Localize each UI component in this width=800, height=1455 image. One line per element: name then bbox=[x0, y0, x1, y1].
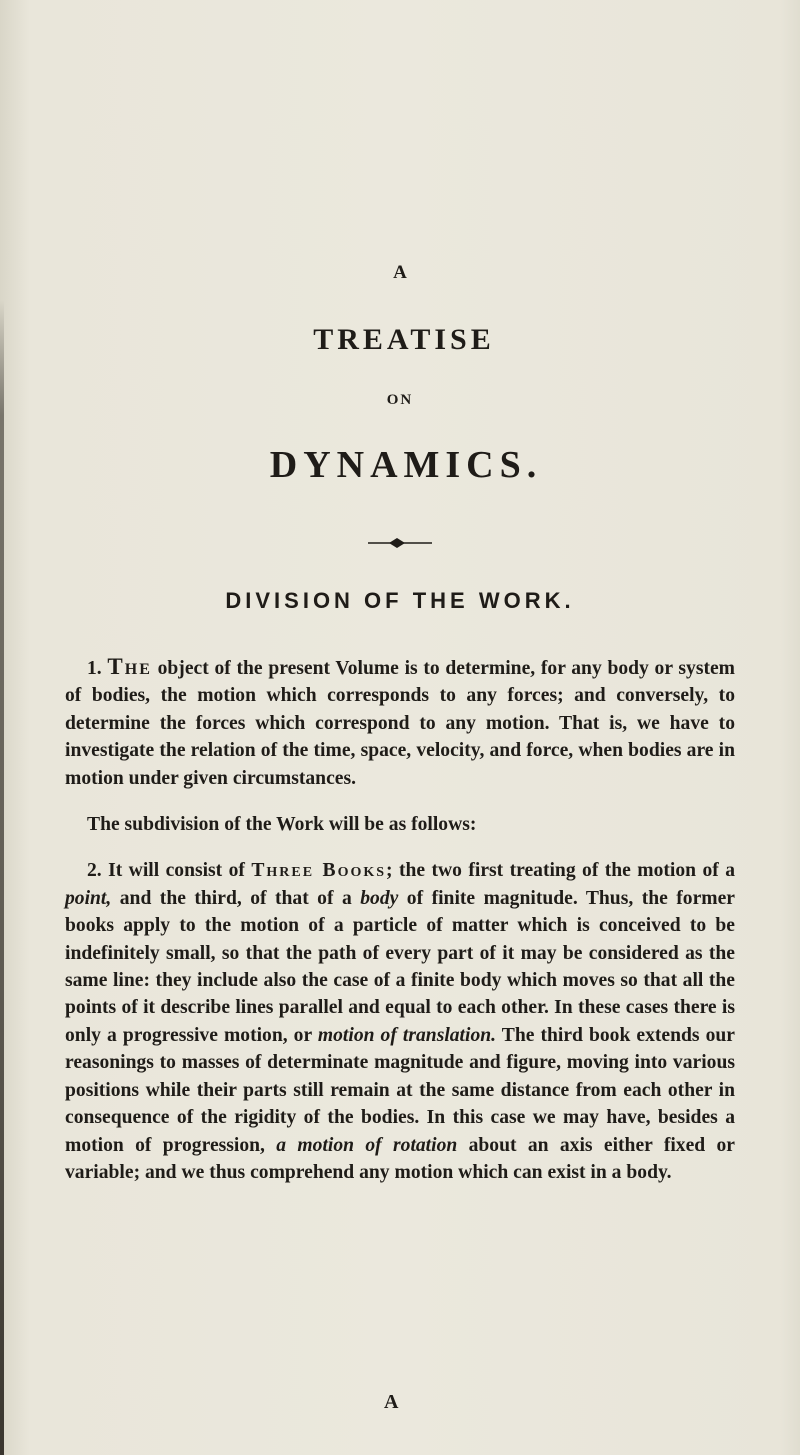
title-article: A bbox=[393, 262, 407, 283]
title-on: ON bbox=[386, 392, 414, 408]
paragraph-number: 1. bbox=[87, 658, 102, 679]
body-text bbox=[65, 653, 735, 1186]
term-motion-of-rotation: a motion of rotation bbox=[276, 1134, 458, 1156]
paragraph-text: of finite magnitude. Thus, the former books apply to the motion of a particle of matter which is conceived to be indefinitely small, so that the path of every part of it may be considered as the same line: they include also the case of a finite body which moves so that all the points of it describe lines parallel and equal to each other. In these cases there is only a progressive motion, or bbox=[65, 887, 735, 1046]
subdivision-line: The subdivision of the Work will be as follows: bbox=[87, 814, 477, 836]
title-treatise: TREATISE bbox=[313, 323, 495, 356]
section-heading: DIVISION OF THE WORK. bbox=[225, 588, 575, 613]
ornament-divider-icon bbox=[367, 536, 433, 550]
paragraph-text: object of the present Volume is to determine, for any body or system of bodies, the motion which corresponds to any forces; and conversely, to determine the forces which correspond to any motion. That is, we have to investigate the relation of the time, space, velocity, and force, when bodies are in motion under given circumstances. bbox=[65, 658, 735, 789]
paragraph-text: and the third, of that of a bbox=[119, 887, 352, 909]
title-dynamics: DYNAMICS. bbox=[269, 444, 543, 486]
term-point: point, bbox=[65, 887, 112, 909]
paragraph-text: about an axis either fixed or variable; and we thus comprehend any motion which can exist in a body. bbox=[65, 1134, 735, 1183]
three-books-term: Three Books bbox=[251, 860, 387, 882]
lead-word: The bbox=[107, 654, 152, 679]
term-motion-of-translation: motion of translation. bbox=[317, 1024, 497, 1046]
signature-mark: A bbox=[384, 1391, 399, 1413]
term-body: body bbox=[360, 887, 399, 909]
paragraph-text: ; the two first treating of the motion of a bbox=[386, 860, 736, 882]
paragraph-2 bbox=[65, 857, 735, 1186]
paragraph-number: 2. bbox=[87, 860, 102, 882]
paragraph-text: It will consist of bbox=[108, 860, 245, 882]
paragraph-1 bbox=[65, 653, 735, 792]
paragraph-text: The third book extends our reasonings to masses of determinate magnitude and figure, moving into various positions while their parts still remain at the same distance from each other in consequence of the rigidity of the bodies. In this case we may have, besides a motion of progression, bbox=[65, 1024, 735, 1156]
